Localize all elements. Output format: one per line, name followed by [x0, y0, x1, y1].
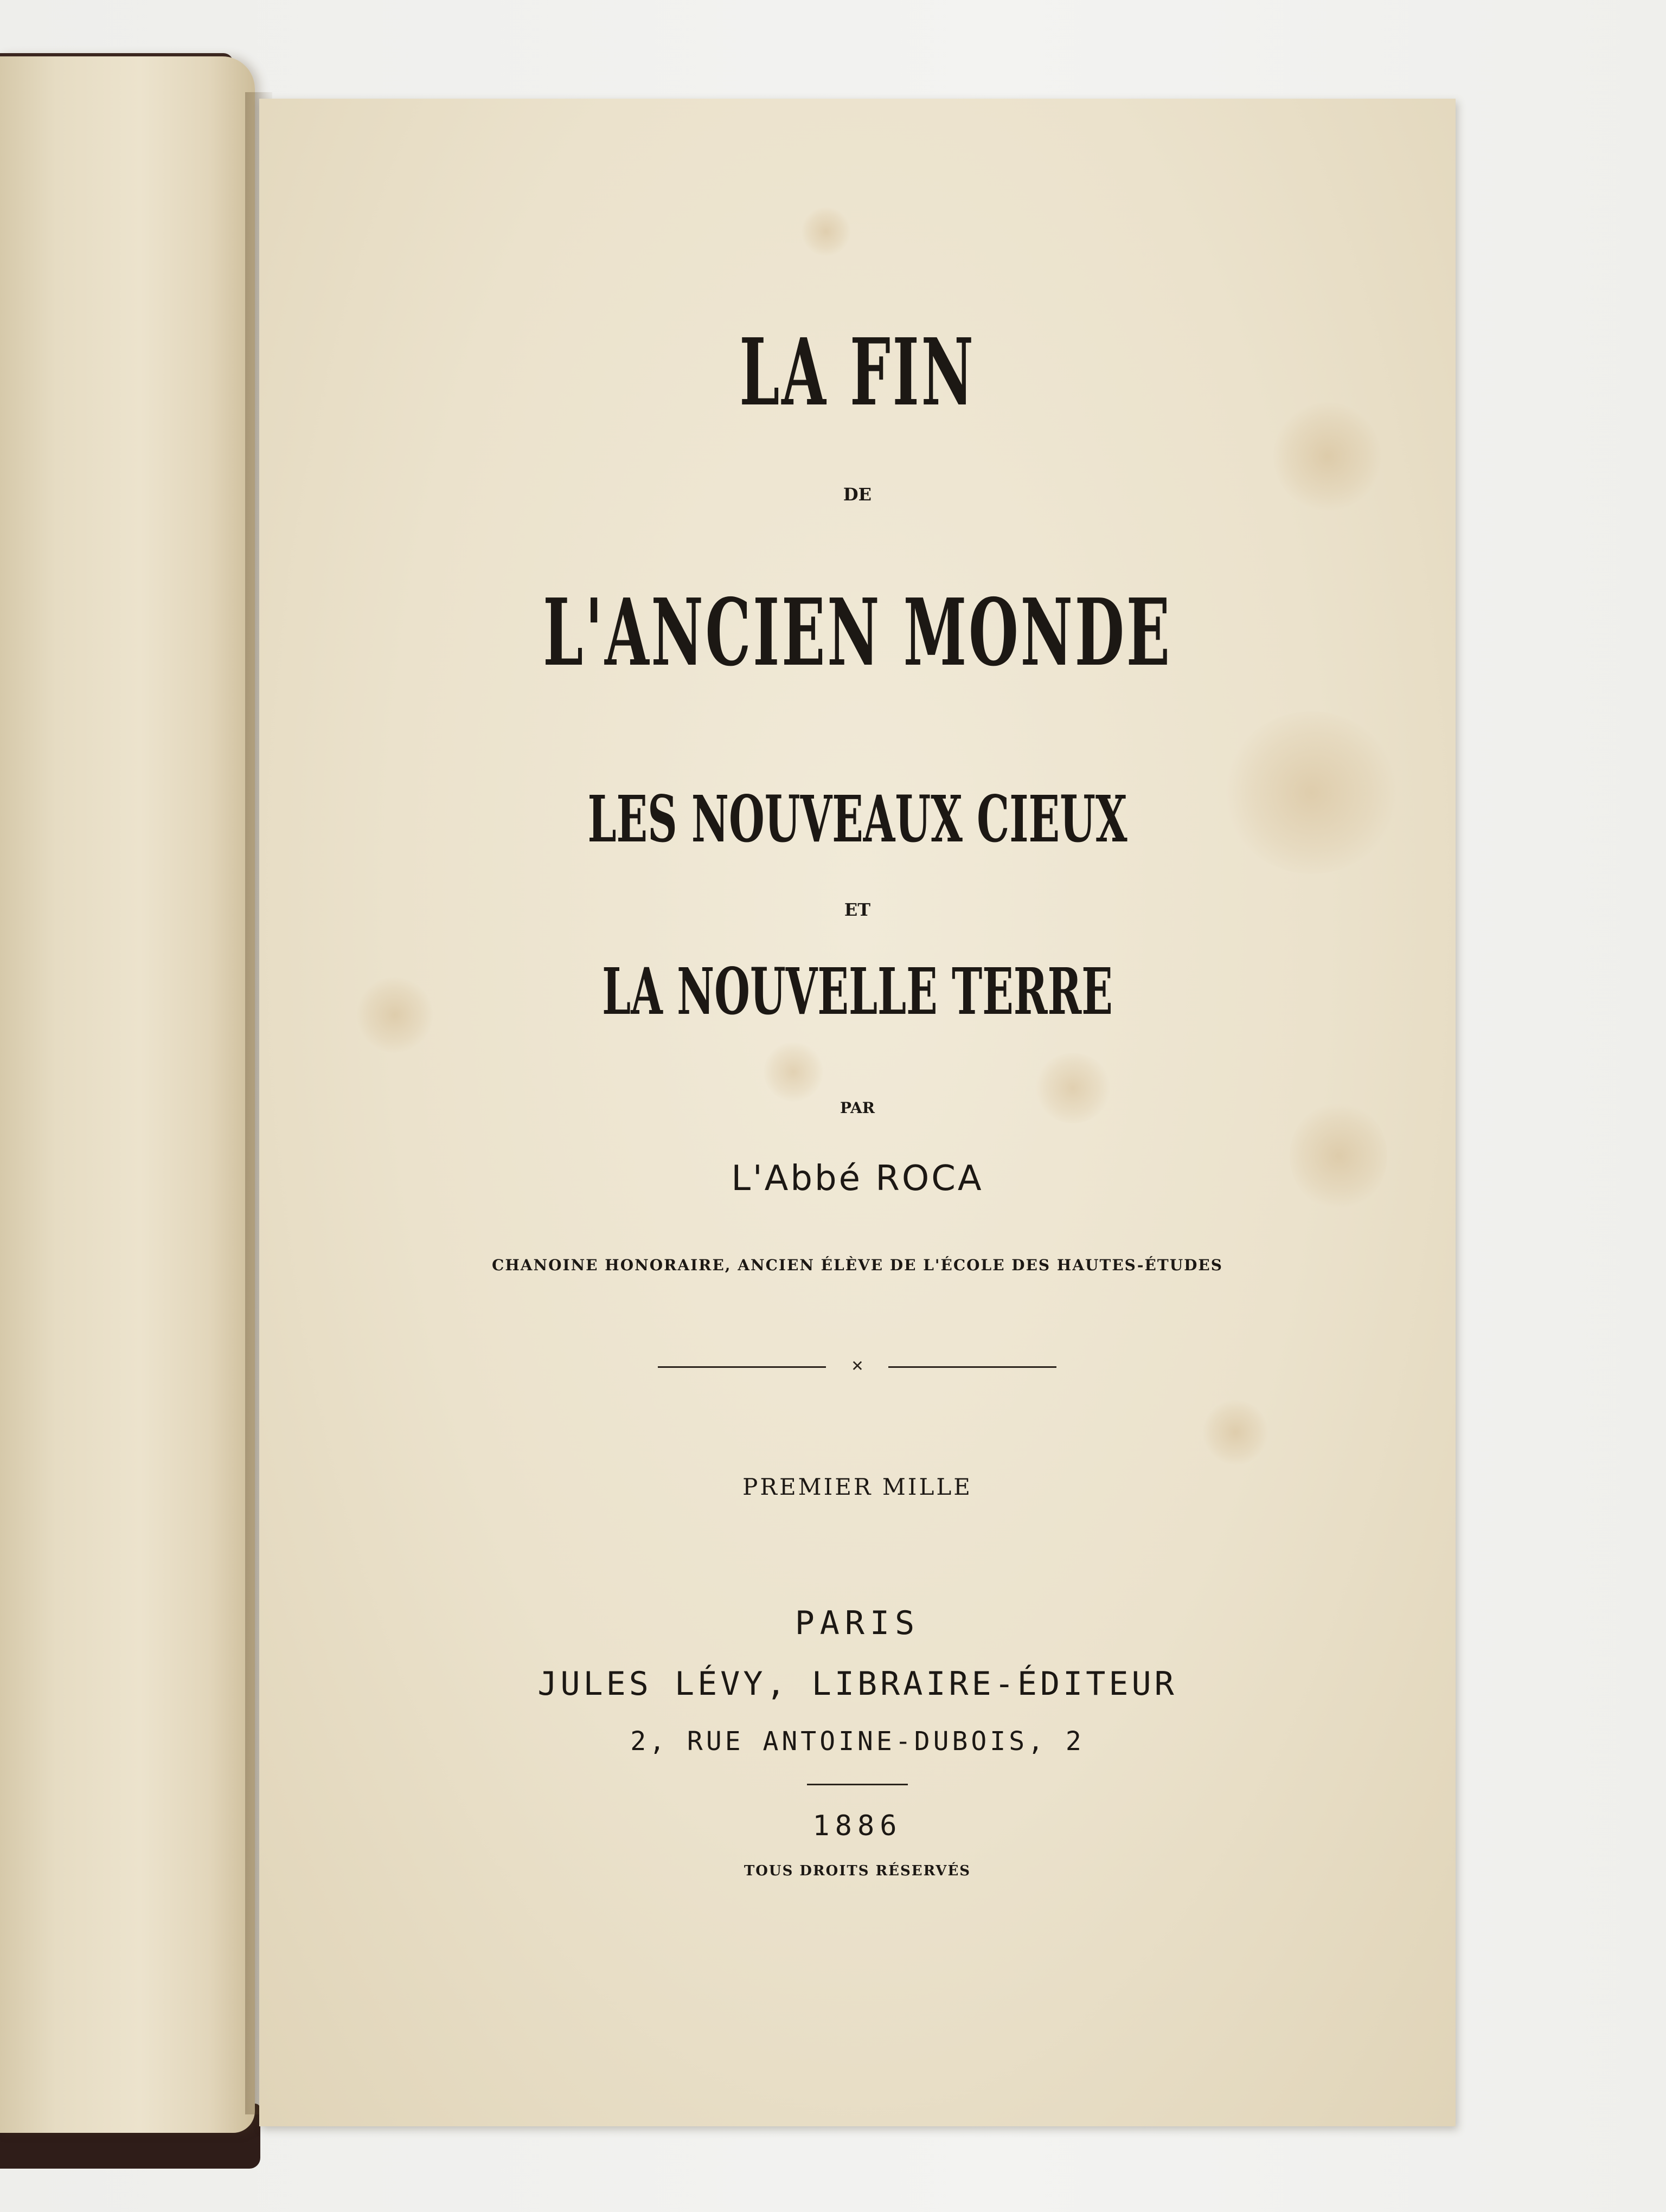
subtitle-line-2: LA NOUVELLE TERRE — [602, 954, 1113, 1029]
ornamental-rule-right — [888, 1366, 1056, 1368]
ornament-icon: ✕ — [851, 1357, 864, 1375]
author-name: L'Abbé ROCA — [731, 1159, 984, 1199]
author-description: CHANOINE HONORAIRE, ANCIEN ÉLÈVE DE L'ÉCOLE DES HAUTES-ÉTUDES — [492, 1256, 1223, 1274]
left-page — [0, 56, 255, 2133]
imprint-publisher: JULES LÉVY, LIBRAIRE-ÉDITEUR — [537, 1665, 1177, 1703]
subtitle-line-1: LES NOUVEAUX CIEUX — [587, 781, 1127, 857]
foxing-stain — [764, 1042, 823, 1102]
edition-note: PREMIER MILLE — [742, 1474, 972, 1500]
by-label: PAR — [840, 1099, 875, 1117]
imprint-place: PARIS — [794, 1604, 920, 1642]
title-line-1: LA FIN — [739, 318, 976, 427]
title-line-2: L'ANCIEN MONDE — [543, 578, 1172, 687]
connector-et: ET — [844, 899, 871, 920]
foxing-stain — [357, 977, 433, 1053]
foxing-stain — [1203, 1400, 1268, 1465]
imprint-divider — [807, 1784, 908, 1785]
foxing-stain — [1225, 711, 1398, 874]
foxing-stain — [802, 207, 850, 256]
connector-de: DE — [843, 484, 872, 505]
publication-year: 1886 — [812, 1810, 902, 1842]
rights-notice: TOUS DROITS RÉSERVÉS — [744, 1863, 971, 1879]
title-page — [259, 99, 1456, 2126]
imprint-address: 2, RUE ANTOINE-DUBOIS, 2 — [630, 1726, 1085, 1757]
